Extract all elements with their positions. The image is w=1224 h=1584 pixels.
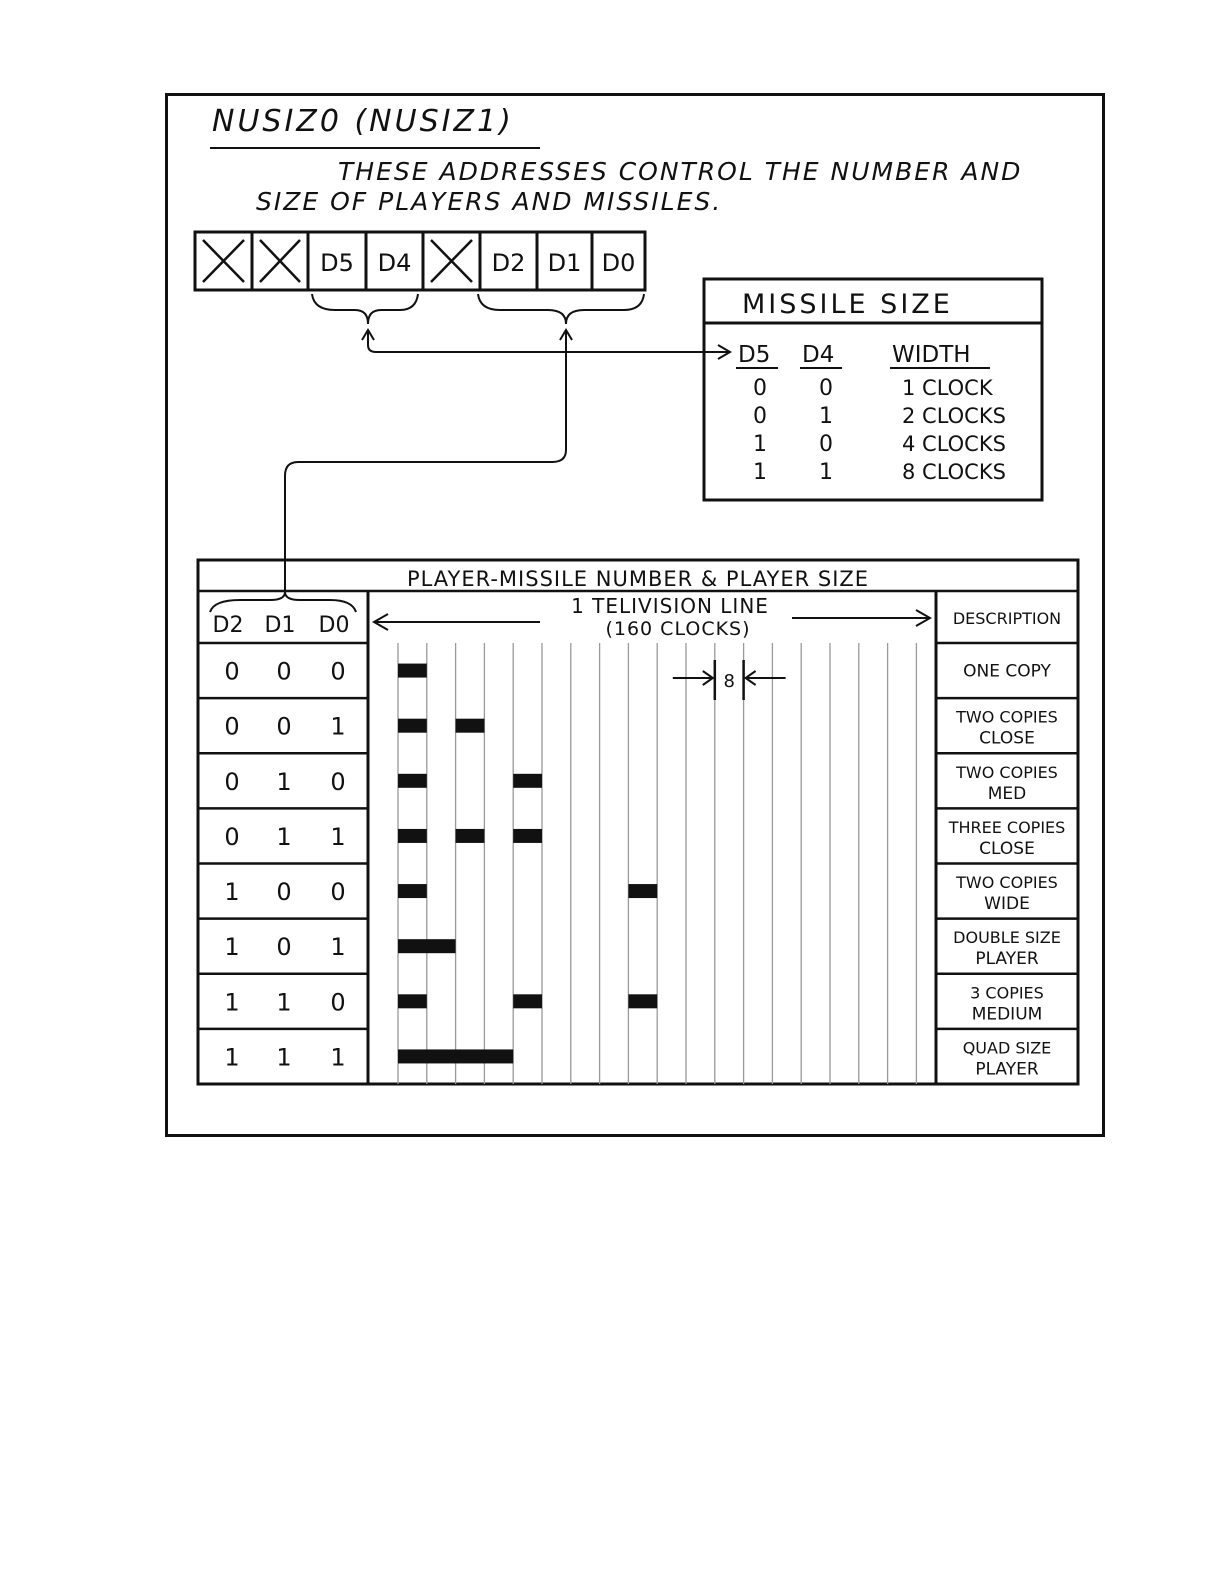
pm-row-description-2: CLOSE [979, 838, 1035, 859]
missile-header-d4: D4 [802, 342, 835, 368]
missile-header-width: WIDTH [892, 342, 971, 368]
connector-pm-table [285, 330, 566, 592]
pm-row-bit: 1 [224, 933, 240, 962]
player-copy-mark [398, 994, 427, 1008]
pm-row-bit: 0 [330, 878, 346, 907]
pm-row-description: DOUBLE SIZE [953, 928, 1061, 948]
pm-row-bit: 1 [276, 1043, 292, 1072]
player-copy-mark [398, 774, 427, 788]
register-bit-label: D0 [601, 249, 636, 277]
player-copy-mark [628, 884, 657, 898]
pm-line-arrow-right [792, 610, 930, 626]
missile-row-d4: 0 [819, 432, 833, 457]
missile-row-d5: 0 [753, 376, 767, 401]
player-copy-mark [398, 664, 427, 678]
unused-bit-x-mark [260, 240, 300, 282]
missile-row-d4: 1 [819, 460, 833, 485]
pm-row-bit: 0 [276, 657, 292, 686]
pm-bit-header: D0 [318, 613, 350, 638]
pm-row-bit: 0 [330, 988, 346, 1017]
missile-size-rows [753, 376, 1006, 485]
pm-bits-overline [210, 592, 356, 612]
pm-row-description-2: WIDE [984, 894, 1030, 915]
page-title: NUSIZ0 (NUSIZ1) [212, 104, 514, 139]
register-bit-label: D5 [320, 249, 354, 277]
pm-row-bit: 1 [224, 988, 240, 1017]
pm-row-bit: 1 [330, 712, 346, 741]
register-bit-label: D1 [547, 249, 582, 277]
pm-row-bit: 1 [330, 933, 346, 962]
pm-row-description-2: PLAYER [975, 949, 1039, 970]
pm-line-label-clocks: (160 CLOCKS) [605, 618, 751, 640]
intro-line-2: SIZE OF PLAYERS AND MISSILES. [256, 187, 723, 216]
pm-bit-header: D2 [212, 613, 244, 638]
missile-row-width: 4 CLOCKS [902, 432, 1006, 456]
unused-bit-x-mark [203, 240, 244, 282]
player-copy-mark [456, 719, 485, 733]
intro-line-1: THESE ADDRESSES CONTROL THE NUMBER AND [338, 157, 1023, 186]
missile-row-d5: 1 [753, 460, 767, 485]
player-copy-mark [398, 719, 427, 733]
pm-line-label: 1 TELIVISION LINE [571, 594, 769, 618]
pm-row-description: TWO COPIES [956, 873, 1058, 893]
pm-row-description: 3 COPIES [970, 983, 1044, 1003]
missile-row-width: 1 CLOCK [902, 376, 993, 400]
pm-row-description: TWO COPIES [956, 707, 1058, 727]
pm-row-bit: 1 [276, 822, 292, 851]
register-bit-label: D4 [377, 249, 412, 277]
spacing-arrow-left [673, 671, 713, 685]
spacing-arrow-right [746, 671, 786, 685]
missile-row-d4: 0 [819, 376, 833, 401]
pm-row-description: QUAD SIZE [962, 1038, 1052, 1058]
unused-bit-x-mark [431, 240, 472, 282]
pm-row-description: ONE COPY [963, 661, 1051, 682]
pm-bit-header: D1 [264, 613, 296, 638]
pm-line-arrow-left [374, 614, 540, 630]
player-copy-mark [513, 994, 542, 1008]
player-copy-mark [398, 829, 427, 843]
connector-missile-size [368, 330, 728, 352]
pm-row-description: THREE COPIES [948, 817, 1066, 837]
missile-row-d4: 1 [819, 404, 833, 429]
pm-row-bit: 1 [330, 822, 346, 851]
pm-row-description-2: MED [987, 783, 1027, 804]
player-copy-mark [398, 939, 456, 953]
pm-row-bit: 0 [276, 933, 292, 962]
pm-row-bit: 0 [224, 822, 240, 851]
pm-row-description: TWO COPIES [956, 762, 1058, 782]
pm-row-bit: 0 [330, 657, 346, 686]
pm-row-bit: 0 [224, 657, 240, 686]
pm-row-bit: 0 [276, 712, 292, 741]
pm-row-bit: 1 [276, 988, 292, 1017]
pm-description-header: DESCRIPTION [952, 609, 1062, 628]
missile-row-width: 2 CLOCKS [902, 404, 1006, 428]
register-bits [195, 232, 645, 290]
pm-row-description-2: CLOSE [979, 728, 1035, 749]
register-bit-label: D2 [491, 249, 526, 277]
brace-d2-d0 [478, 294, 644, 324]
pm-row-bit: 1 [330, 1043, 346, 1072]
pm-row-bit: 1 [224, 1043, 240, 1072]
missile-row-d5: 1 [753, 432, 767, 457]
pm-row-description-2: MEDIUM [971, 1004, 1043, 1025]
player-copy-mark [398, 884, 427, 898]
pm-row-bit: 0 [224, 712, 240, 741]
pm-row-bit: 1 [224, 878, 240, 907]
spacing-label: 8 [723, 671, 735, 692]
player-copy-mark [456, 829, 485, 843]
missile-header-d5: D5 [738, 342, 771, 368]
missile-row-d5: 0 [753, 404, 767, 429]
player-copy-mark [628, 994, 657, 1008]
missile-size-title: MISSILE SIZE [742, 289, 953, 320]
player-copy-mark [398, 1049, 513, 1063]
brace-d5-d4 [312, 294, 418, 324]
pm-row-bit: 1 [276, 767, 292, 796]
player-copy-mark [513, 829, 542, 843]
pm-row-bit: 0 [224, 767, 240, 796]
pm-row-bit: 0 [330, 767, 346, 796]
pm-row-bit: 0 [276, 878, 292, 907]
pm-table [198, 560, 1078, 1084]
player-copy-mark [513, 774, 542, 788]
pm-table-title: PLAYER-MISSILE NUMBER & PLAYER SIZE [406, 567, 870, 591]
pm-row-description-2: PLAYER [975, 1059, 1039, 1080]
missile-row-width: 8 CLOCKS [902, 460, 1006, 484]
